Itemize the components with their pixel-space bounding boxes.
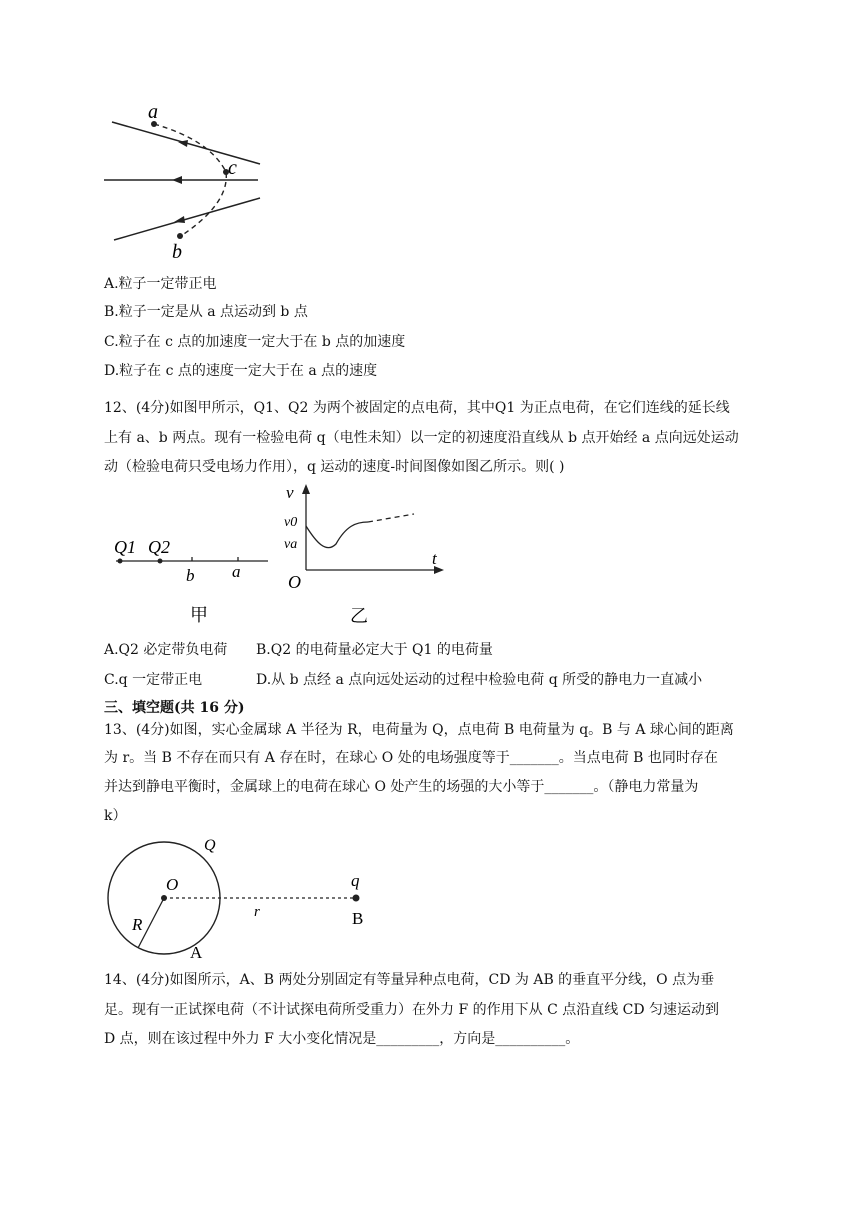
label-va: va	[284, 537, 298, 552]
q12-option-b: B.Q2 的电荷量必定大于 Q1 的电荷量	[256, 642, 493, 658]
point-q2	[158, 559, 163, 564]
label-t: t	[432, 549, 437, 568]
label-O: O	[166, 875, 179, 894]
q12-option-a: A.Q2 必定带负电荷	[104, 642, 228, 658]
q14-line-2: 足。现有一正试探电荷（不计试探电荷所受重力）在外力 F 的作用下从 C 点沿直线 CD 匀速运动到	[104, 1002, 720, 1018]
q13-line-3: 并达到静电平衡时，金属球上的电荷在球心 O 处产生的场强的大小等于_______。（静电力常量为	[104, 779, 699, 795]
arrow-middle	[172, 176, 182, 184]
q11-option-a: A.粒子一定带正电	[104, 276, 217, 292]
point-b	[177, 233, 183, 239]
q12-line-1: 12、(4分)如图甲所示，Q1、Q2 为两个被固定的点电荷，其中Q1 为正点电荷，在它们连线的延长线	[104, 400, 730, 416]
q13-line-4: k）	[104, 808, 127, 824]
q13-line-1: 13、(4分)如图，实心金属球 A 半径为 R，电荷量为 Q，点电荷 B 电荷量为 q。B 与 A 球心间的距离	[104, 722, 734, 738]
label-R: R	[132, 915, 143, 934]
point-q1	[118, 559, 123, 564]
q12-line-3: 动（检验电荷只受电场力作用），q 运动的速度-时间图像如图乙所示。则( )	[104, 459, 565, 475]
label-B: B	[352, 909, 364, 928]
q11-option-d: D.粒子在 c 点的速度一定大于在 a 点的速度	[104, 363, 378, 379]
q11-figure	[100, 100, 270, 263]
velocity-curve	[306, 522, 368, 548]
field-line-bottom	[114, 198, 260, 240]
velocity-curve-dashed	[368, 514, 414, 522]
label-a: a	[148, 101, 158, 123]
label-r: r	[254, 904, 260, 920]
label-A: A	[190, 943, 203, 962]
q11-option-b: B.粒子一定是从 a 点运动到 b 点	[104, 304, 308, 320]
q12-option-c: C.q 一定带正电	[104, 672, 203, 688]
q12-option-d: D.从 b 点经 a 点向远处运动的过程中检验电荷 q 所受的静电力一直减小	[256, 672, 703, 688]
q12-figure-yi	[282, 482, 447, 627]
label-origin: O	[288, 572, 301, 592]
caption-jia: 甲	[190, 605, 208, 626]
arrow-bottom	[174, 216, 185, 223]
label-q2: Q2	[148, 537, 170, 557]
q12-figure-jia	[110, 525, 270, 625]
y-axis-arrow	[302, 484, 310, 494]
label-v0: v0	[284, 515, 298, 530]
q12-line-2: 上有 a、b 两点。现有一检验电荷 q（电性未知）以一定的初速度沿直线从 b 点开始经 a 点向远处运动	[104, 430, 739, 446]
label-c: c	[228, 157, 237, 179]
label-q1: Q1	[114, 537, 136, 557]
trajectory	[154, 124, 226, 238]
label-v: v	[286, 483, 294, 502]
q13-figure	[104, 832, 384, 962]
label-q: q	[351, 871, 360, 890]
label-Q: Q	[204, 837, 216, 854]
section-3-heading: 三、填空题(共 16 分)	[104, 700, 245, 716]
label-a: a	[232, 562, 241, 581]
q14-line-1: 14、(4分)如图所示，A、B 两处分别固定有等量异种点电荷，CD 为 AB 的垂直平分线，O 点为垂	[104, 972, 715, 988]
caption-yi: 乙	[350, 606, 368, 627]
q11-option-c: C.粒子在 c 点的加速度一定大于在 b 点的加速度	[104, 334, 406, 350]
label-b: b	[172, 241, 182, 263]
q13-line-2: 为 r。当 B 不存在而只有 A 存在时，在球心 O 处的电场强度等于_______。当点电荷 B 也同时存在	[104, 750, 718, 766]
q14-line-3: D 点，则在该过程中外力 F 大小变化情况是_________，方向是__________。	[104, 1031, 580, 1047]
label-b: b	[186, 566, 195, 585]
